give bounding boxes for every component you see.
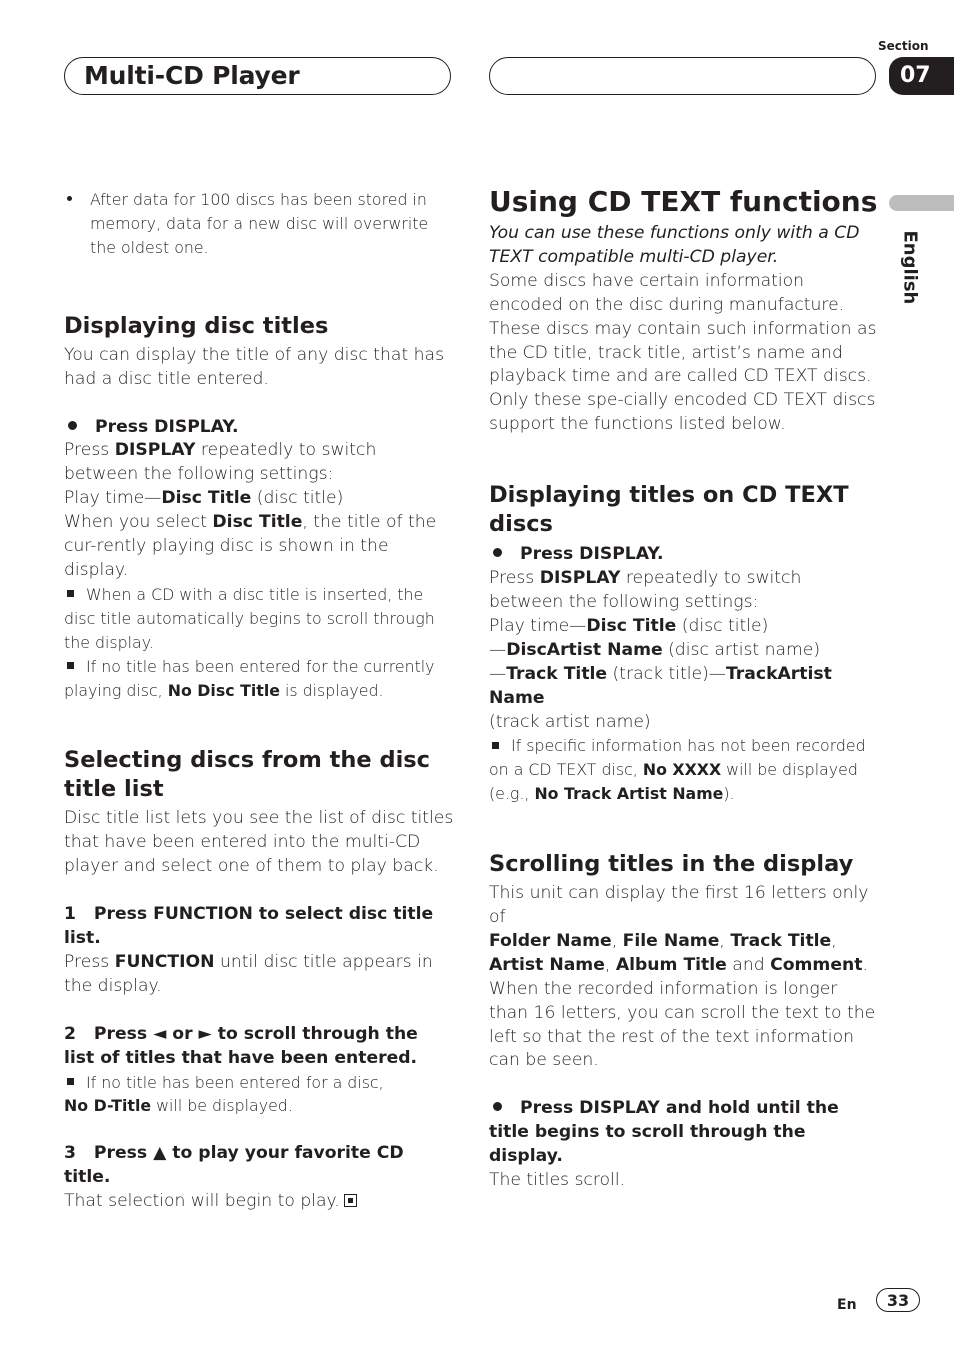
bullet-dot-icon	[493, 548, 502, 557]
disc-titles-note1: When a CD with a disc title is inserted, the disc title automatically begins to scroll through the display.	[64, 584, 435, 652]
disc-titles-when: When you select Disc Title, the title of the cur-rently playing disc is shown in the display.	[64, 512, 437, 580]
step-2: 2 Press ◄ or ► to scroll through the list of titles that have been entered.	[64, 1023, 418, 1068]
disc-titles-body: You can display the title of any disc that has had a disc title entered.	[64, 344, 445, 389]
disc-titles-settings: Play time—Disc Title (disc title)	[64, 488, 344, 509]
language-label: English	[899, 230, 921, 305]
heading-using-cd-text: Using CD TEXT functions	[489, 185, 878, 218]
step-1: 1 Press FUNCTION to select disc title list.	[64, 904, 434, 949]
step-press-display: Press DISPLAY.	[64, 416, 454, 440]
scrolling-step-body: The titles scroll.	[489, 1170, 626, 1191]
heading-scrolling-titles: Scrolling titles in the display	[489, 851, 854, 878]
cdtext-note: If specific information has not been recorded on a CD TEXT disc, No XXXX will be displayed (e.g., No Track Artist Name).	[489, 736, 866, 804]
cd-text-intro: You can use these functions only with a CD TEXT compatible multi-CD player.	[489, 223, 860, 267]
page-title: Multi-CD Player	[84, 61, 300, 90]
cd-text-body: Some discs have certain information encoded on the disc during manufacture. These discs may contain such information as the CD title, track title, artist’s name and playback time and are called CD TEXT discs. Only these spe-cially encoded CD TEXT discs support the functions listed below.	[489, 270, 877, 435]
heading-displaying-cd-text-titles: Displaying titles on CD TEXT discs	[489, 482, 849, 538]
selecting-body: Disc title list lets you see the list of disc titles that have been entered into the multi-CD player and select one of them to play back.	[64, 808, 454, 877]
section-label: Section	[878, 39, 929, 53]
square-bullet-icon	[67, 590, 74, 597]
disc-titles-instruction: Press DISPLAY repeatedly to switch between the following settings:	[64, 440, 377, 485]
bullet-dot-icon	[68, 421, 77, 430]
language-tab	[889, 195, 954, 211]
page-number: 33	[876, 1288, 920, 1312]
square-bullet-icon	[67, 1078, 74, 1085]
cdtext-settings: Play time—Disc Title (disc title) —DiscArtist Name (disc artist name) —Track Title (track title)—TrackArtist Name (track artist name)	[489, 615, 832, 732]
step-1-body: Press FUNCTION until disc title appears in the display.	[64, 951, 433, 996]
step-press-display-cdtext: Press DISPLAY.	[489, 543, 879, 567]
left-column	[64, 188, 454, 1214]
stop-icon	[344, 1194, 357, 1207]
square-bullet-icon	[492, 742, 499, 749]
scrolling-body: This unit can display the first 16 letters only of Folder Name, File Name, Track Title, Artist Name, Album Title and Comment. When the recorded information is longer than 16 letters, you can scroll the text to the left so that the rest of the text information can be seen.	[489, 883, 876, 1071]
disc-titles-note2: If no title has been entered for the currently playing disc, No Disc Title is displayed.	[64, 656, 435, 700]
step-3: 3 Press ▲ to play your favorite CD title.	[64, 1143, 404, 1188]
step-press-display-hold: Press DISPLAY and hold until the title begins to scroll through the display.	[489, 1098, 839, 1167]
square-bullet-icon	[67, 662, 74, 669]
footer-language-code: En	[837, 1297, 857, 1313]
intro-note: After data for 100 discs has been stored in memory, data for a new disc will overwrite the oldest one.	[64, 188, 454, 260]
bullet-icon	[67, 196, 72, 201]
heading-displaying-disc-titles: Displaying disc titles	[64, 312, 329, 339]
bullet-dot-icon	[493, 1102, 502, 1111]
heading-selecting-discs: Selecting discs from the disc title list	[64, 747, 431, 803]
header-blank-frame	[489, 57, 876, 95]
right-column	[489, 185, 879, 1193]
step-2-note: If no title has been entered for a disc, No D-Title will be displayed.	[64, 1072, 384, 1116]
cdtext-instruction: Press DISPLAY repeatedly to switch between the following settings:	[489, 568, 802, 612]
section-number: 07	[889, 57, 954, 95]
step-3-body: That selection will begin to play.	[64, 1190, 454, 1214]
